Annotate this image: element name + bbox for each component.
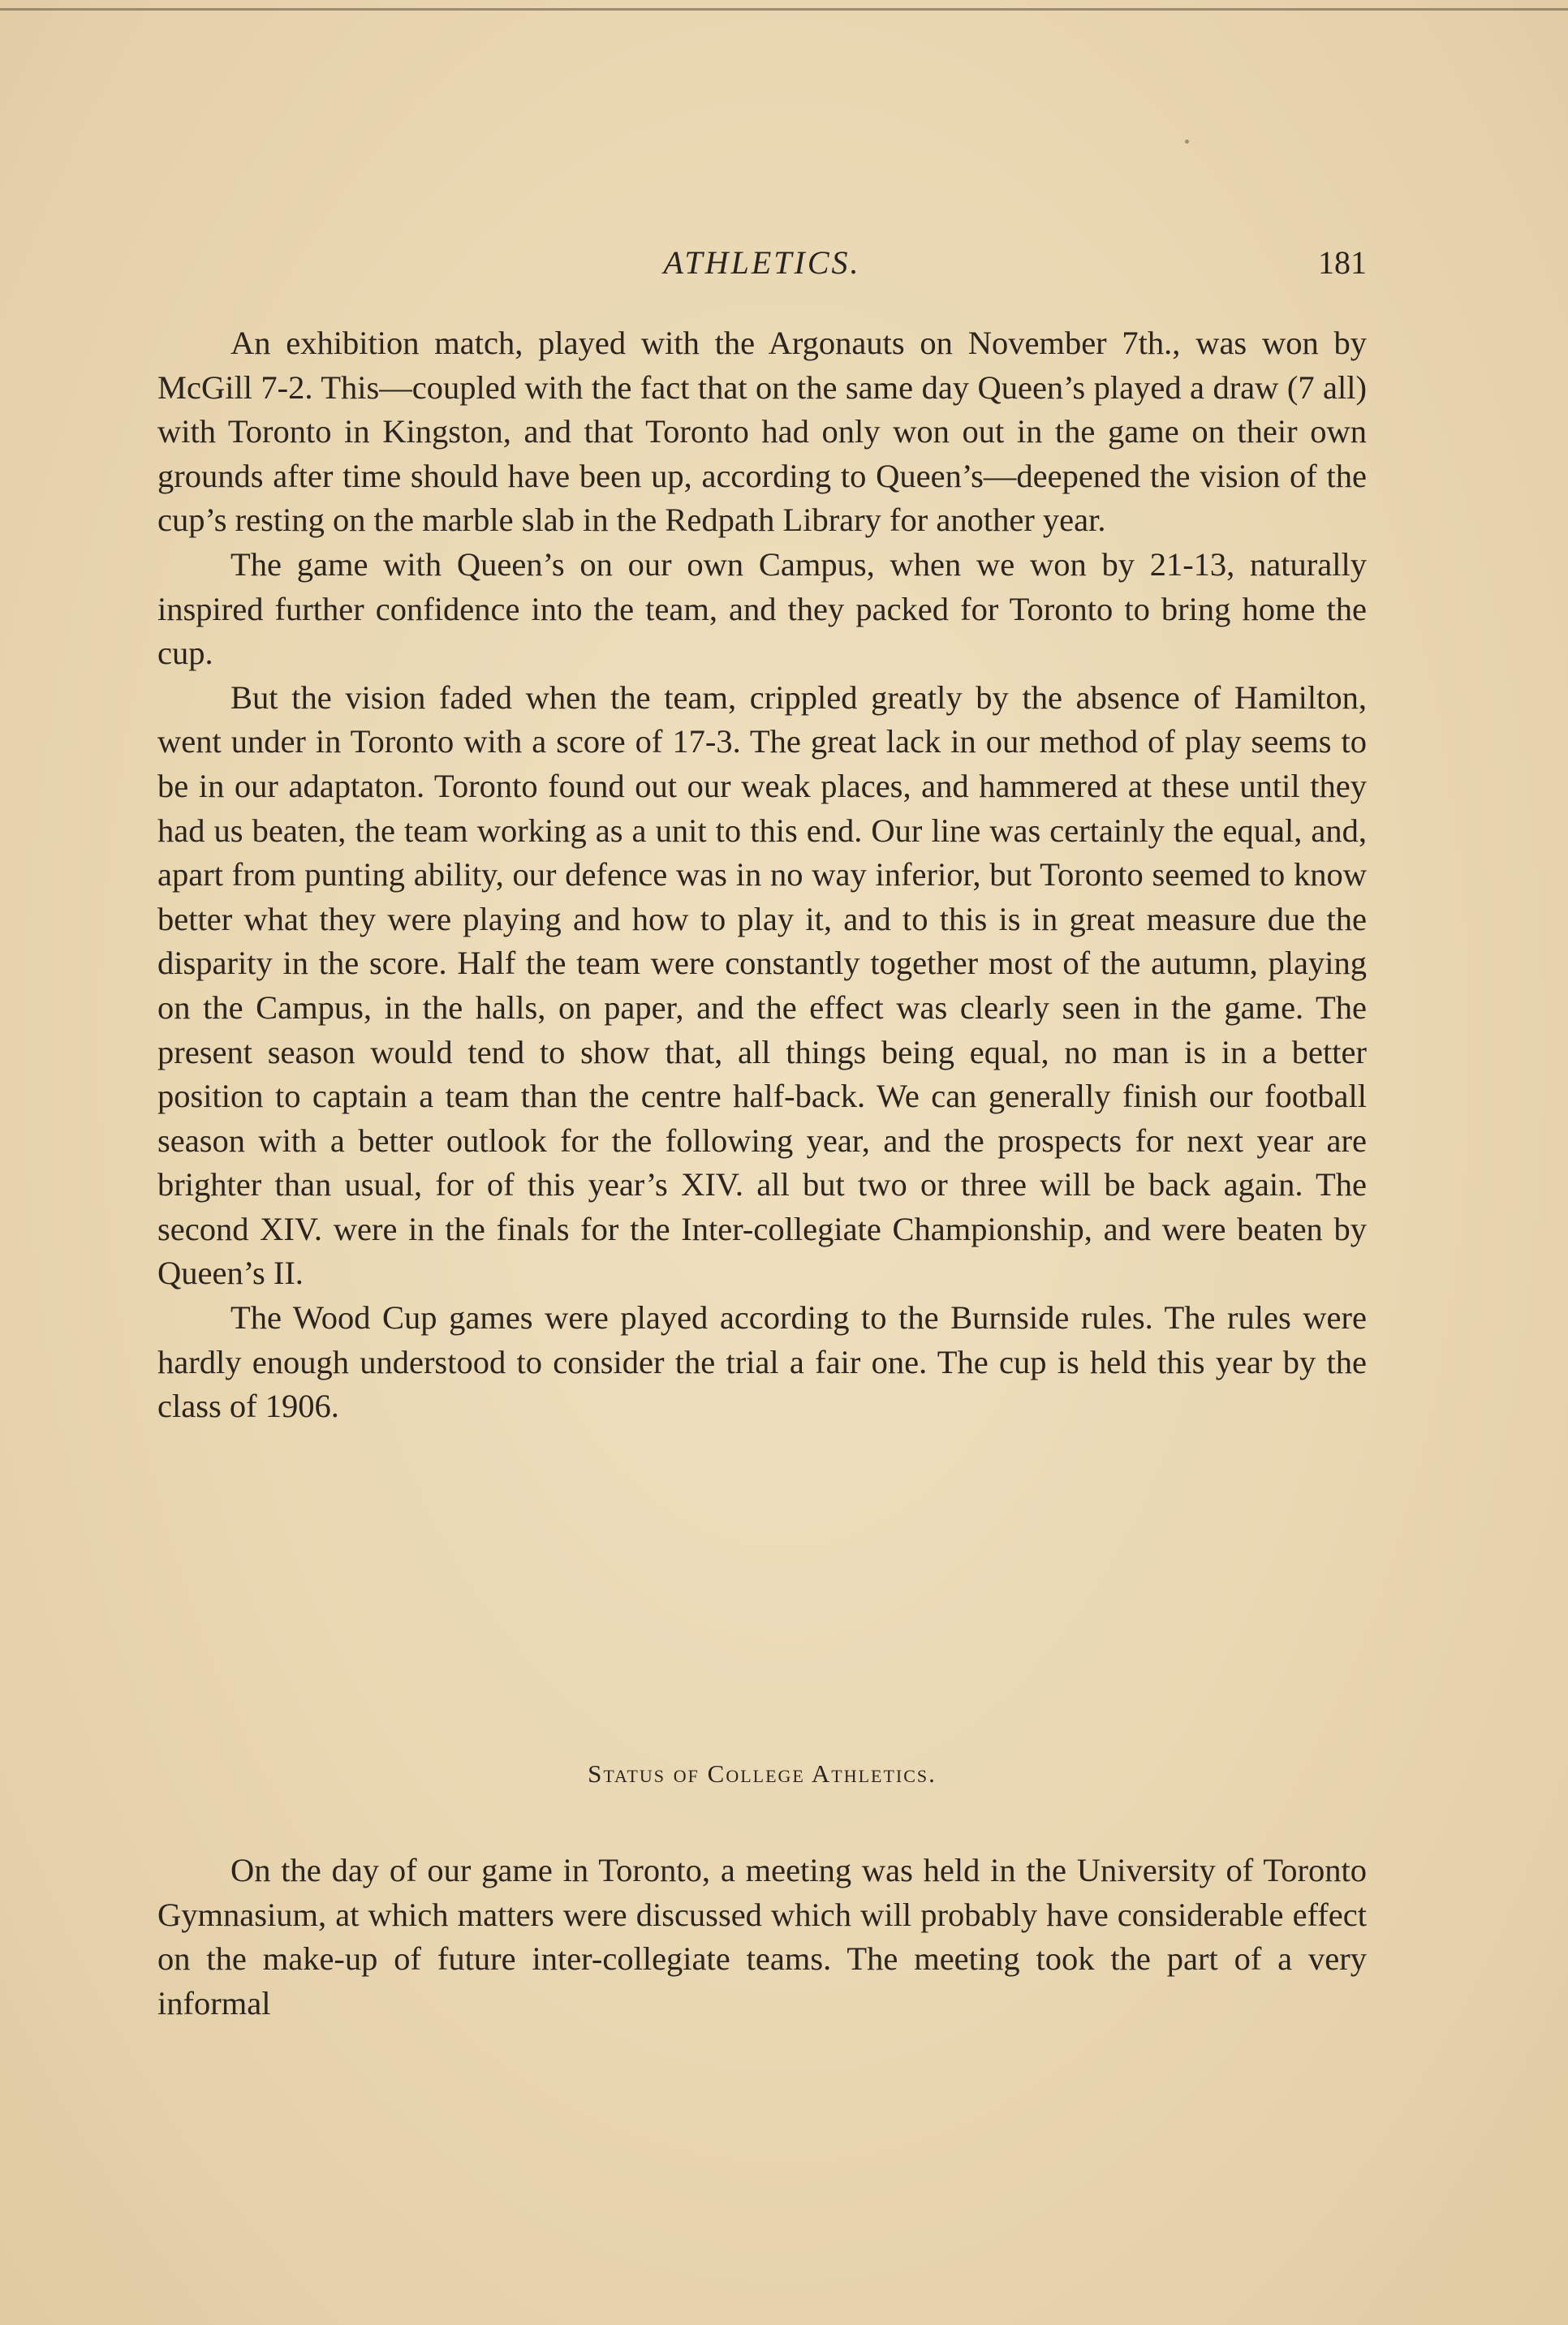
body-text	[157, 321, 1367, 1429]
paragraph: The game with Queen’s on our own Campus, when we won by 21-13, naturally inspired further confidence into the team, and they packed for Toronto to bring home the cup.	[157, 545, 1367, 672]
running-header	[157, 243, 1367, 292]
paragraph: The Wood Cup games were played according to the Burnside rules. The rules were hardly enough understood to consider the trial a fair one. The cup is held this year by the class of 1906.	[157, 1299, 1367, 1425]
running-title: ATHLETICS.	[663, 244, 861, 281]
section-heading: Status of College Athletics.	[588, 1759, 937, 1788]
section-body-text	[157, 1849, 1367, 2026]
paragraph: An exhibition match, played with the Argonauts on November 7th., was won by McGill 7-2. This—coupled with the fact that on the same day Queen’s played a draw (7 all) with Toronto in Kingston, and that Toronto had only won out in the game on their own grounds after time should have been up, according to Queen’s—deepened the vision of the cup’s resting on the marble slab in the Redpath Library for another year.	[157, 325, 1367, 539]
paragraph: On the day of our game in Toronto, a meeting was held in the University of Toronto Gymnasium, at which matters were discussed which will probably have considerable effect on the make-up of future inter-collegiate teams. The meeting took the part of a very informal	[157, 1852, 1367, 2021]
page-number: 181	[1318, 244, 1367, 281]
paper-speck	[1185, 140, 1189, 144]
top-edge-rule	[0, 8, 1568, 11]
paragraph: But the vision faded when the team, crippled greatly by the absence of Hamilton, went under in Toronto with a score of 17-3. The great lack in our method of play seems to be in our adaptaton. Toronto found out our weak places, and hammered at these until they had us beaten, the team working as a unit to this end. Our line was certainly the equal, and, apart from punting ability, our defence was in no way inferior, but Toronto seemed to know better what they were playing and how to play it, and to this is in great measure due the disparity in the score. Half the team were constantly together most of the autumn, playing on the Campus, in the halls, on paper, and the effect was clearly seen in the game. The present season would tend to show that, all things being equal, no man is in a better position to captain a team than the centre half-back. We can generally finish our football season with a better outlook for the following year, and the prospects for next year are brighter than usual, for of this year’s XIV. all but two or three will be back again. The second XIV. were in the finals for the Inter-collegiate Championship, and were beaten by Queen’s II.	[157, 678, 1367, 1292]
